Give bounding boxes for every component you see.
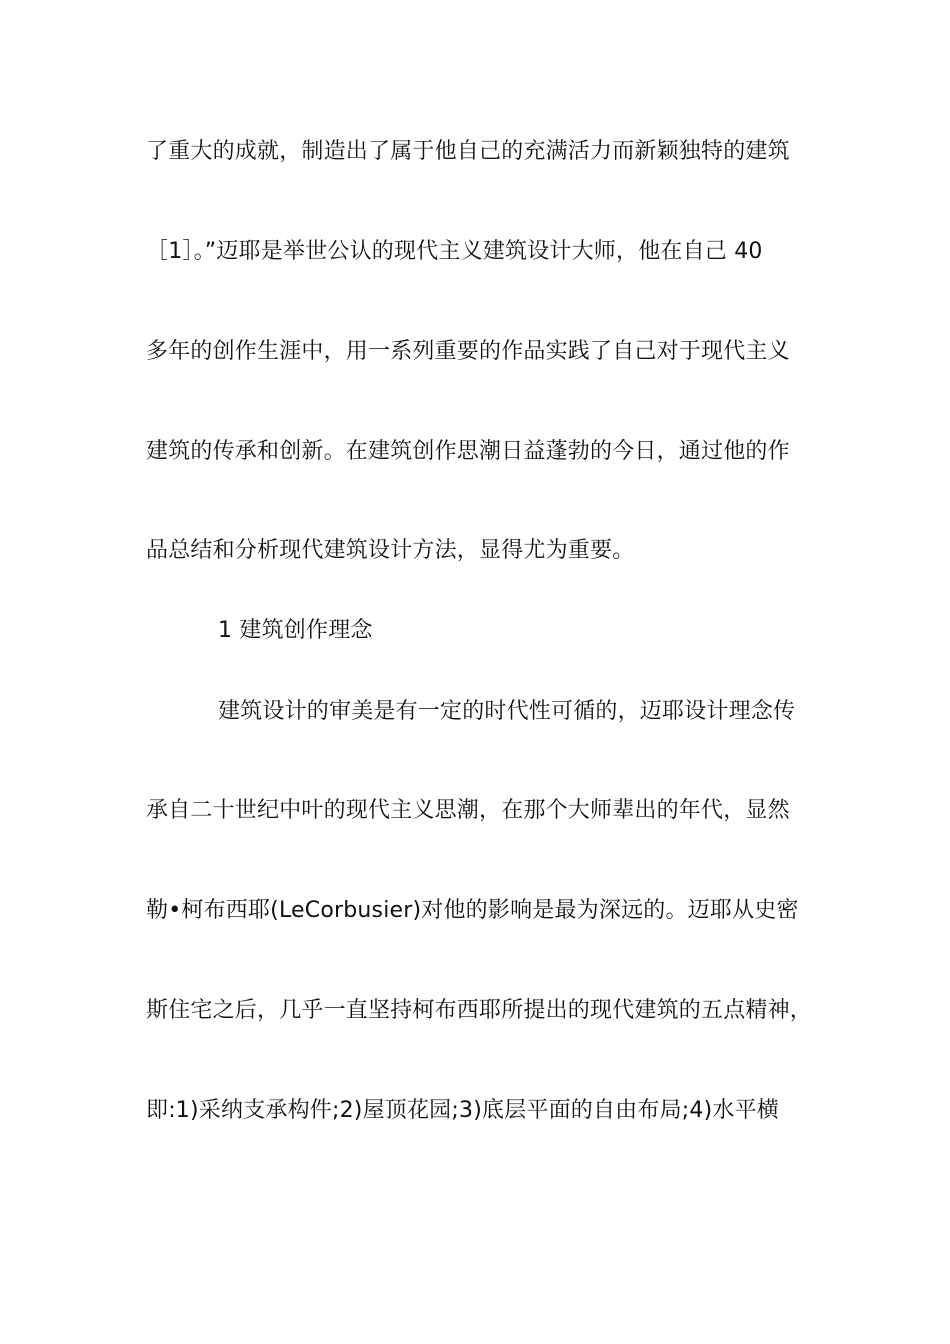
paragraph-line: 承自二十世纪中叶的现代主义思潮，在那个大师辈出的年代，显然 (146, 798, 790, 823)
paragraph-line: 建筑的传承和创新。在建筑创作思潮日益蓬勃的今日，通过他的作 (146, 439, 790, 464)
paragraph-line: 勒•柯布西耶(LeCorbusier)对他的影响是最为深远的。迈耶从史密 (146, 898, 799, 923)
section-heading: 1 建筑创作理念 (218, 618, 373, 643)
paragraph-line: ［1］。”迈耶是举世公认的现代主义建筑设计大师，他在自己 40 (146, 239, 763, 264)
paragraph-line: 多年的创作生涯中，用一系列重要的作品实践了自己对于现代主义 (146, 339, 790, 364)
paragraph-line: 即:1)采纳支承构件;2)屋顶花园;3)底层平面的自由布局;4)水平横 (146, 1098, 779, 1123)
paragraph-line: 了重大的成就，制造出了属于他自己的充满活力而新颖独特的建筑 (146, 139, 790, 164)
paragraph-line: 品总结和分析现代建筑设计方法，显得尤为重要。 (146, 538, 635, 563)
paragraph-line: 建筑设计的审美是有一定的时代性可循的，迈耶设计理念传 (218, 699, 796, 724)
paragraph-line: 斯住宅之后，几乎一直坚持柯布西耶所提出的现代建筑的五点精神， (146, 998, 813, 1023)
